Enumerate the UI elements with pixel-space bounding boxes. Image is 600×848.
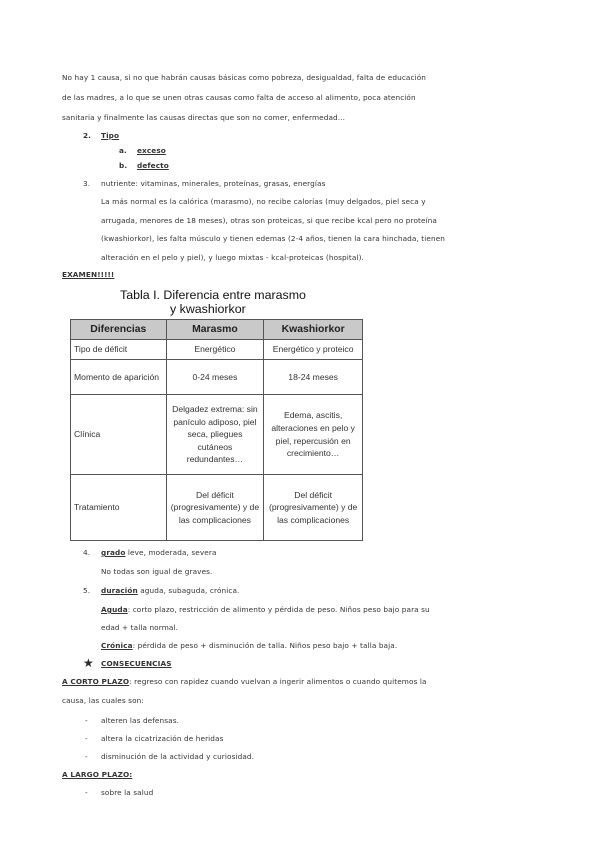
grado-label: grado xyxy=(101,548,126,557)
examen-label: EXAMEN!!!!! xyxy=(62,270,115,279)
table-cell: Edema, ascitis, alteraciones en pelo y piel, repercusión en crecimiento… xyxy=(264,395,363,475)
tipo-b-marker: b. xyxy=(119,161,128,170)
grado-line xyxy=(101,548,217,557)
tipo-number: 2. xyxy=(83,131,92,140)
intro-line-3: sanitaria y finalmente las causas directas que son no comer, enfermedad... xyxy=(62,113,346,122)
tipo-label: Tipo xyxy=(101,131,120,140)
corto-plazo-label: A CORTO PLAZO xyxy=(62,677,130,686)
comparison-table xyxy=(70,319,363,541)
tipo-exceso: exceso xyxy=(137,146,166,155)
cronica-line xyxy=(101,641,397,650)
nutriente-line-3: (kwashiorkor), les falta músculo y tienen edemas (2-4 años, tienen la cara hinchada, tienen xyxy=(101,234,446,243)
list-item: sobre la salud xyxy=(101,788,154,797)
table-cell: Del déficit (progresivamente) y de las complicaciones xyxy=(166,475,264,541)
table-cell: Del déficit (progresivamente) y de las complicaciones xyxy=(264,475,363,541)
table-cell: Delgadez extrema: sin panículo adiposo, piel seca, pliegues cutáneos redundantes… xyxy=(166,395,264,475)
aguda-line-2: edad + talla normal. xyxy=(101,623,179,632)
list-item: disminución de la actividad y curiosidad. xyxy=(101,752,255,761)
nutriente-head: nutriente: vitaminas, minerales, proteínas, grasas, energías xyxy=(101,179,326,188)
grado-text: leve, moderada, severa xyxy=(125,548,217,557)
duracion-number: 5. xyxy=(83,586,91,595)
tipo-defecto: defecto xyxy=(137,161,169,170)
cronica-label: Crónica xyxy=(101,641,133,650)
table-title-line-2: y kwashiorkor xyxy=(170,302,246,316)
intro-line-1: No hay 1 causa, si no que habrán causas básicas como pobreza, desigualdad, falta de educación xyxy=(62,73,427,82)
list-item: alteren las defensas. xyxy=(101,716,180,725)
table-header-row xyxy=(71,320,363,340)
duracion-line xyxy=(101,586,239,595)
table-row xyxy=(71,360,363,395)
table-cell: Momento de aparición xyxy=(71,360,167,395)
table-cell: Tratamiento xyxy=(71,475,167,541)
table-cell: Energético y proteico xyxy=(264,340,363,360)
list-dash: - xyxy=(85,716,88,725)
table-cell: 0-24 meses xyxy=(166,360,264,395)
intro-line-2: de las madres, a lo que se unen otras causas como falta de acceso al alimento, poca atención xyxy=(62,93,416,102)
grado-number: 4. xyxy=(83,548,91,557)
table-cell: Tipo de déficit xyxy=(71,340,167,360)
nutriente-line-4: alteración en el pelo y piel), y luego mixtas - kcal-proteicas (hospital). xyxy=(101,253,364,262)
aguda-label: Aguda xyxy=(101,605,128,614)
table-cell: Clínica xyxy=(71,395,167,475)
table-cell: 18-24 meses xyxy=(264,360,363,395)
table-row xyxy=(71,395,363,475)
table-header-cell: Marasmo xyxy=(166,320,264,340)
corto-plazo-line-1 xyxy=(62,677,427,686)
table-header-cell: Kwashiorkor xyxy=(264,320,363,340)
largo-plazo-label: A LARGO PLAZO: xyxy=(62,770,133,779)
aguda-text: : corto plazo, restricción de alimento y pérdida de peso. Niños peso bajo para su xyxy=(127,605,430,614)
list-dash: - xyxy=(85,752,88,761)
nutriente-line-1: La más normal es la calórica (marasmo), no recibe calorías (muy delgados, piel seca y xyxy=(101,197,426,206)
duracion-text: aguda, subaguda, crónica. xyxy=(137,586,240,595)
corto-plazo-text: : regreso con rapidez cuando vuelvan a ingerir alimentos o cuando quitemos la xyxy=(129,677,427,686)
table-row xyxy=(71,475,363,541)
table-row xyxy=(71,340,363,360)
duracion-label: duración xyxy=(101,586,138,595)
cronica-text: : pérdida de peso + disminución de talla. Niños peso bajo + talla baja. xyxy=(132,641,398,650)
list-dash: - xyxy=(85,788,88,797)
corto-plazo-line-2: causa, las cuales son: xyxy=(62,696,144,705)
list-dash: - xyxy=(85,734,88,743)
table-header-cell: Diferencias xyxy=(71,320,167,340)
nutriente-number: 3. xyxy=(83,179,91,188)
tipo-a-marker: a. xyxy=(119,146,127,155)
nutriente-line-2: arrugada, menores de 18 meses), otras son proteicas, si que recibe kcal pero no proteína xyxy=(101,216,437,225)
grado-sub: No todas son igual de graves. xyxy=(101,567,213,576)
list-item: altera la cicatrización de heridas xyxy=(101,734,224,743)
aguda-line-1 xyxy=(101,605,430,614)
star-icon: ★ xyxy=(83,656,94,670)
consecuencias-label: CONSECUENCIAS xyxy=(101,659,172,668)
table-title-line-1: Tabla I. Diferencia entre marasmo xyxy=(120,288,306,302)
table-cell: Energético xyxy=(166,340,264,360)
